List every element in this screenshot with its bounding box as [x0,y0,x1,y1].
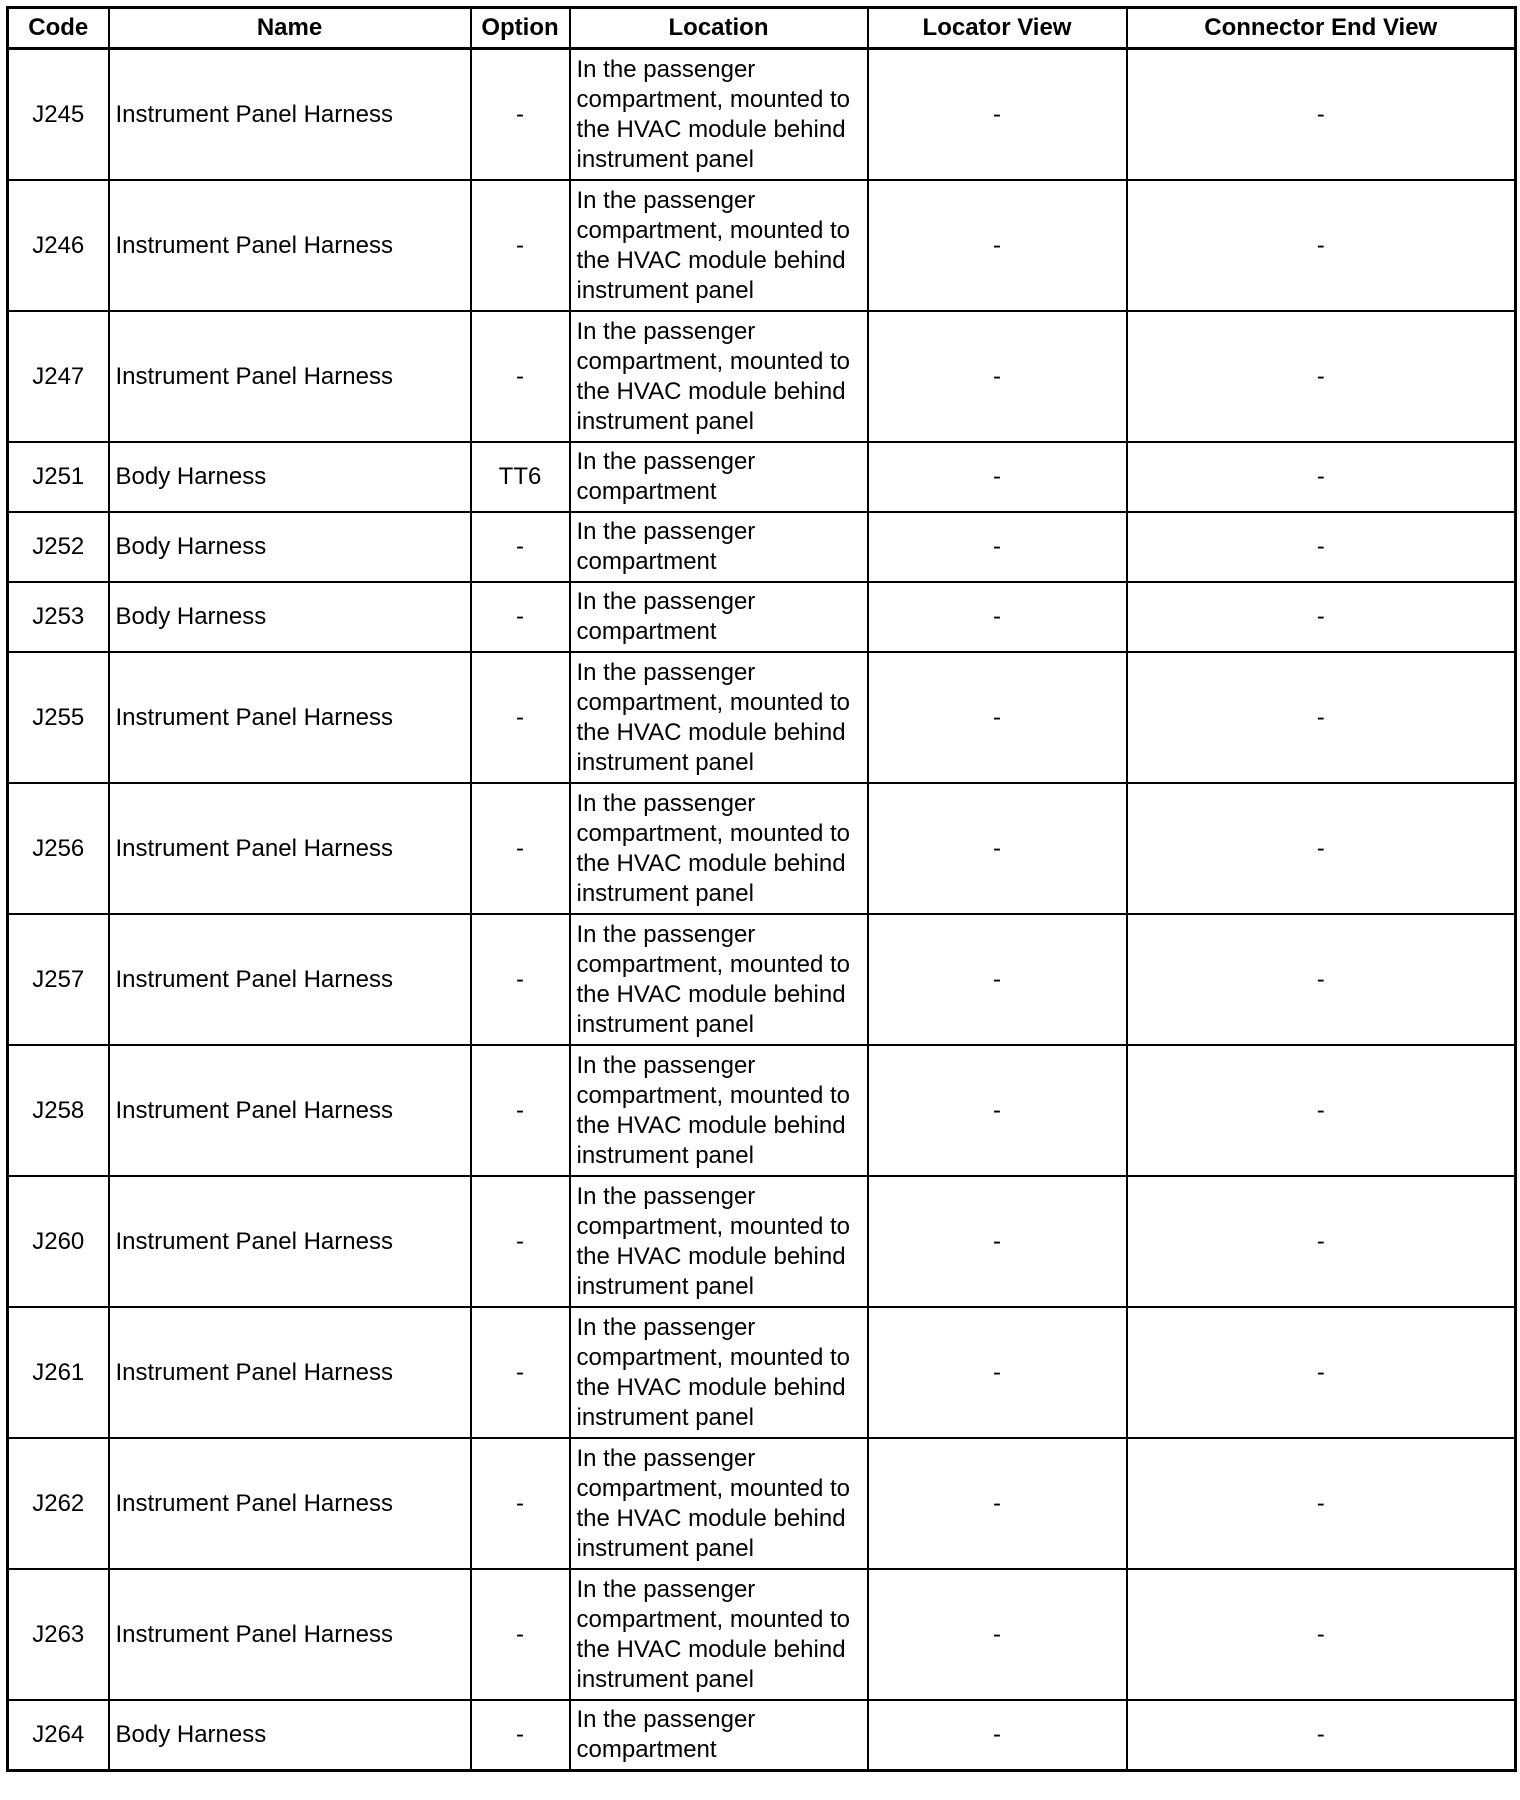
locator-view-cell: - [868,512,1127,582]
name-cell: Instrument Panel Harness [109,783,471,914]
option-cell: TT6 [471,442,570,512]
option-cell: - [471,49,570,181]
table-row [8,442,1516,512]
connector-end-view-cell: - [1127,311,1516,442]
code-cell: J253 [8,582,109,652]
table-header [8,8,1516,49]
connector-end-view-cell: - [1127,49,1516,181]
location-cell: In the passenger compartment, mounted to the HVAC module behind instrument panel [570,1307,868,1438]
connector-table [6,6,1517,1772]
locator-view-cell: - [868,783,1127,914]
location-cell: In the passenger compartment [570,582,868,652]
locator-view-cell: - [868,442,1127,512]
option-cell: - [471,1569,570,1700]
code-cell: J245 [8,49,109,181]
code-cell: J251 [8,442,109,512]
header-code: Code [8,8,109,49]
name-cell: Instrument Panel Harness [109,49,471,181]
name-cell: Instrument Panel Harness [109,652,471,783]
code-cell: J264 [8,1700,109,1771]
name-cell: Body Harness [109,512,471,582]
table-row [8,1307,1516,1438]
option-cell: - [471,582,570,652]
code-cell: J255 [8,652,109,783]
code-cell: J262 [8,1438,109,1569]
table-row [8,180,1516,311]
option-cell: - [471,783,570,914]
code-cell: J261 [8,1307,109,1438]
connector-end-view-cell: - [1127,582,1516,652]
option-cell: - [471,652,570,783]
option-cell: - [471,311,570,442]
code-cell: J263 [8,1569,109,1700]
code-cell: J258 [8,1045,109,1176]
connector-end-view-cell: - [1127,1700,1516,1771]
table-row [8,49,1516,181]
location-cell: In the passenger compartment, mounted to the HVAC module behind instrument panel [570,1045,868,1176]
location-cell: In the passenger compartment, mounted to the HVAC module behind instrument panel [570,1176,868,1307]
locator-view-cell: - [868,1700,1127,1771]
connector-end-view-cell: - [1127,180,1516,311]
table-row [8,582,1516,652]
option-cell: - [471,1307,570,1438]
table-row [8,783,1516,914]
header-name: Name [109,8,471,49]
location-cell: In the passenger compartment [570,442,868,512]
name-cell: Instrument Panel Harness [109,311,471,442]
connector-end-view-cell: - [1127,1438,1516,1569]
name-cell: Instrument Panel Harness [109,1307,471,1438]
table-row [8,652,1516,783]
locator-view-cell: - [868,652,1127,783]
location-cell: In the passenger compartment [570,1700,868,1771]
table-row [8,512,1516,582]
table-row [8,1569,1516,1700]
name-cell: Body Harness [109,1700,471,1771]
code-cell: J252 [8,512,109,582]
name-cell: Body Harness [109,582,471,652]
locator-view-cell: - [868,180,1127,311]
connector-end-view-cell: - [1127,512,1516,582]
option-cell: - [471,1045,570,1176]
name-cell: Instrument Panel Harness [109,1569,471,1700]
connector-end-view-cell: - [1127,652,1516,783]
location-cell: In the passenger compartment, mounted to the HVAC module behind instrument panel [570,1438,868,1569]
code-cell: J257 [8,914,109,1045]
option-cell: - [471,1176,570,1307]
table-row [8,1045,1516,1176]
code-cell: J247 [8,311,109,442]
location-cell: In the passenger compartment, mounted to the HVAC module behind instrument panel [570,783,868,914]
locator-view-cell: - [868,311,1127,442]
location-cell: In the passenger compartment, mounted to the HVAC module behind instrument panel [570,914,868,1045]
table-row [8,914,1516,1045]
name-cell: Body Harness [109,442,471,512]
name-cell: Instrument Panel Harness [109,1176,471,1307]
locator-view-cell: - [868,1438,1127,1569]
connector-end-view-cell: - [1127,783,1516,914]
code-cell: J246 [8,180,109,311]
option-cell: - [471,914,570,1045]
header-location: Location [570,8,868,49]
option-cell: - [471,1438,570,1569]
location-cell: In the passenger compartment, mounted to the HVAC module behind instrument panel [570,1569,868,1700]
table-body [8,49,1516,1771]
connector-end-view-cell: - [1127,1307,1516,1438]
code-cell: J256 [8,783,109,914]
location-cell: In the passenger compartment, mounted to the HVAC module behind instrument panel [570,49,868,181]
connector-end-view-cell: - [1127,1045,1516,1176]
location-cell: In the passenger compartment, mounted to the HVAC module behind instrument panel [570,311,868,442]
location-cell: In the passenger compartment [570,512,868,582]
table-row [8,311,1516,442]
option-cell: - [471,512,570,582]
locator-view-cell: - [868,582,1127,652]
code-cell: J260 [8,1176,109,1307]
locator-view-cell: - [868,1307,1127,1438]
header-connector-end-view: Connector End View [1127,8,1516,49]
header-locator-view: Locator View [868,8,1127,49]
locator-view-cell: - [868,49,1127,181]
table-row [8,1176,1516,1307]
connector-end-view-cell: - [1127,1569,1516,1700]
locator-view-cell: - [868,914,1127,1045]
header-row [8,8,1516,49]
document-page [6,6,1517,1772]
name-cell: Instrument Panel Harness [109,1045,471,1176]
locator-view-cell: - [868,1569,1127,1700]
locator-view-cell: - [868,1045,1127,1176]
connector-end-view-cell: - [1127,1176,1516,1307]
table-row [8,1700,1516,1771]
option-cell: - [471,180,570,311]
option-cell: - [471,1700,570,1771]
connector-end-view-cell: - [1127,914,1516,1045]
header-option: Option [471,8,570,49]
name-cell: Instrument Panel Harness [109,180,471,311]
location-cell: In the passenger compartment, mounted to the HVAC module behind instrument panel [570,180,868,311]
location-cell: In the passenger compartment, mounted to the HVAC module behind instrument panel [570,652,868,783]
table-row [8,1438,1516,1569]
connector-end-view-cell: - [1127,442,1516,512]
name-cell: Instrument Panel Harness [109,1438,471,1569]
name-cell: Instrument Panel Harness [109,914,471,1045]
locator-view-cell: - [868,1176,1127,1307]
